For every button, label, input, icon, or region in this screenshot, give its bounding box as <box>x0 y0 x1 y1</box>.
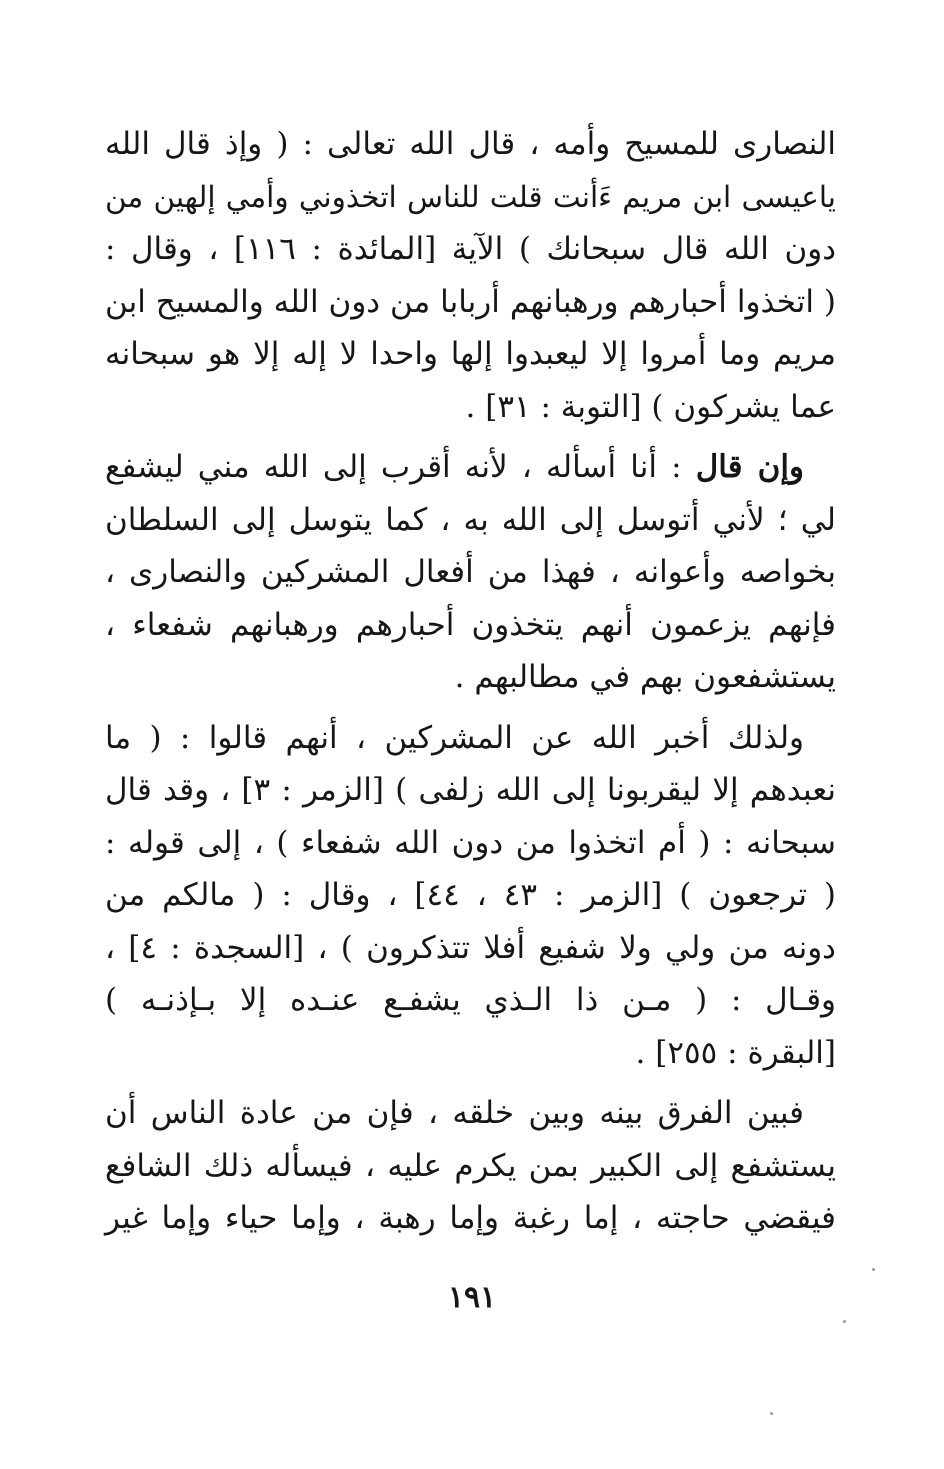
text-line: فيقضي حاجته ، إما رغبة وإما رهبة ، وإما حياء وإما غير <box>105 1200 836 1236</box>
text-line: لي ؛ لأني أتوسل إلى الله به ، كما يتوسل إلى السلطان <box>105 501 836 538</box>
paragraph-lead: وإن قال <box>695 449 804 485</box>
text-line: ولذلك أخبر الله عن المشركين ، أنهم قالوا : ( ما <box>105 719 804 756</box>
text-line: دون الله قال سبحانك ) الآية [المائدة : ١١٦] ، وقال : <box>105 231 836 267</box>
paragraph-2 <box>105 441 836 704</box>
text-line-rest: : أنا أسأله ، لأنه أقرب إلى الله مني ليشفع <box>105 449 696 485</box>
text-line: فإنهم يزعمون أنهم يتخذون أحبارهم ورهبانهم شفعاء ، <box>105 606 836 643</box>
text-line: نعبدهم إلا ليقربونا إلى الله زلفى ) [الزمر : ٣] ، وقد قال <box>105 772 836 808</box>
text-line: دونه من ولي ولا شفيع أفلا تتذكرون ) ، [السجدة : ٤] ، <box>105 929 836 966</box>
body-text <box>105 118 836 1245</box>
text-line: فبين الفرق بينه وبين خلقه ، فإن من عادة الناس أن <box>105 1095 804 1131</box>
paper-speck <box>770 1412 773 1415</box>
text-line: سبحانه : ( أم اتخذوا من دون الله شفعاء ) ، إلى قوله : <box>105 824 836 861</box>
text-line: ياعيسى ابن مريم ءَأنت قلت للناس اتخذوني وأمي إلهين من <box>105 179 836 214</box>
text-line: بخواصه وأعوانه ، فهذا من أفعال المشركين والنصارى ، <box>105 554 836 590</box>
paragraph-1 <box>105 118 836 433</box>
page-number: ١٩١ <box>447 1280 497 1315</box>
text-line: النصارى للمسيح وأمه ، قال الله تعالى : ( وإذ قال الله <box>105 126 836 162</box>
text-line: ( اتخذوا أحبارهم ورهبانهم أربابا من دون الله والمسيح ابن <box>105 283 836 320</box>
text-line: عما يشركون ) [التوبة : ٣١] . <box>465 388 836 425</box>
text-line-with-lead <box>105 441 836 494</box>
paper-speck <box>843 1320 846 1323</box>
text-line: يستشفع إلى الكبير بمن يكرم عليه ، فيسأله ذلك الشافع <box>105 1147 836 1184</box>
text-line: يستشفعون بهم في مطالبهم . <box>454 659 836 695</box>
paragraph-4 <box>105 1087 836 1245</box>
text-line: وقـال : ( مـن ذا الـذي يشفـع عنـده إلا بـإذنـه ) <box>105 982 836 1018</box>
text-line: مريم وما أمروا إلا ليعبدوا إلها واحدا لا إله إلا هو سبحانه <box>105 336 836 372</box>
text-line: ( ترجعون ) [الزمر : ٤٣ ، ٤٤] ، وقال : ( مالكم من <box>105 877 836 913</box>
paragraph-3 <box>105 712 836 1080</box>
paper-speck <box>872 1268 875 1271</box>
text-line: [البقرة : ٢٥٥] . <box>635 1034 836 1071</box>
